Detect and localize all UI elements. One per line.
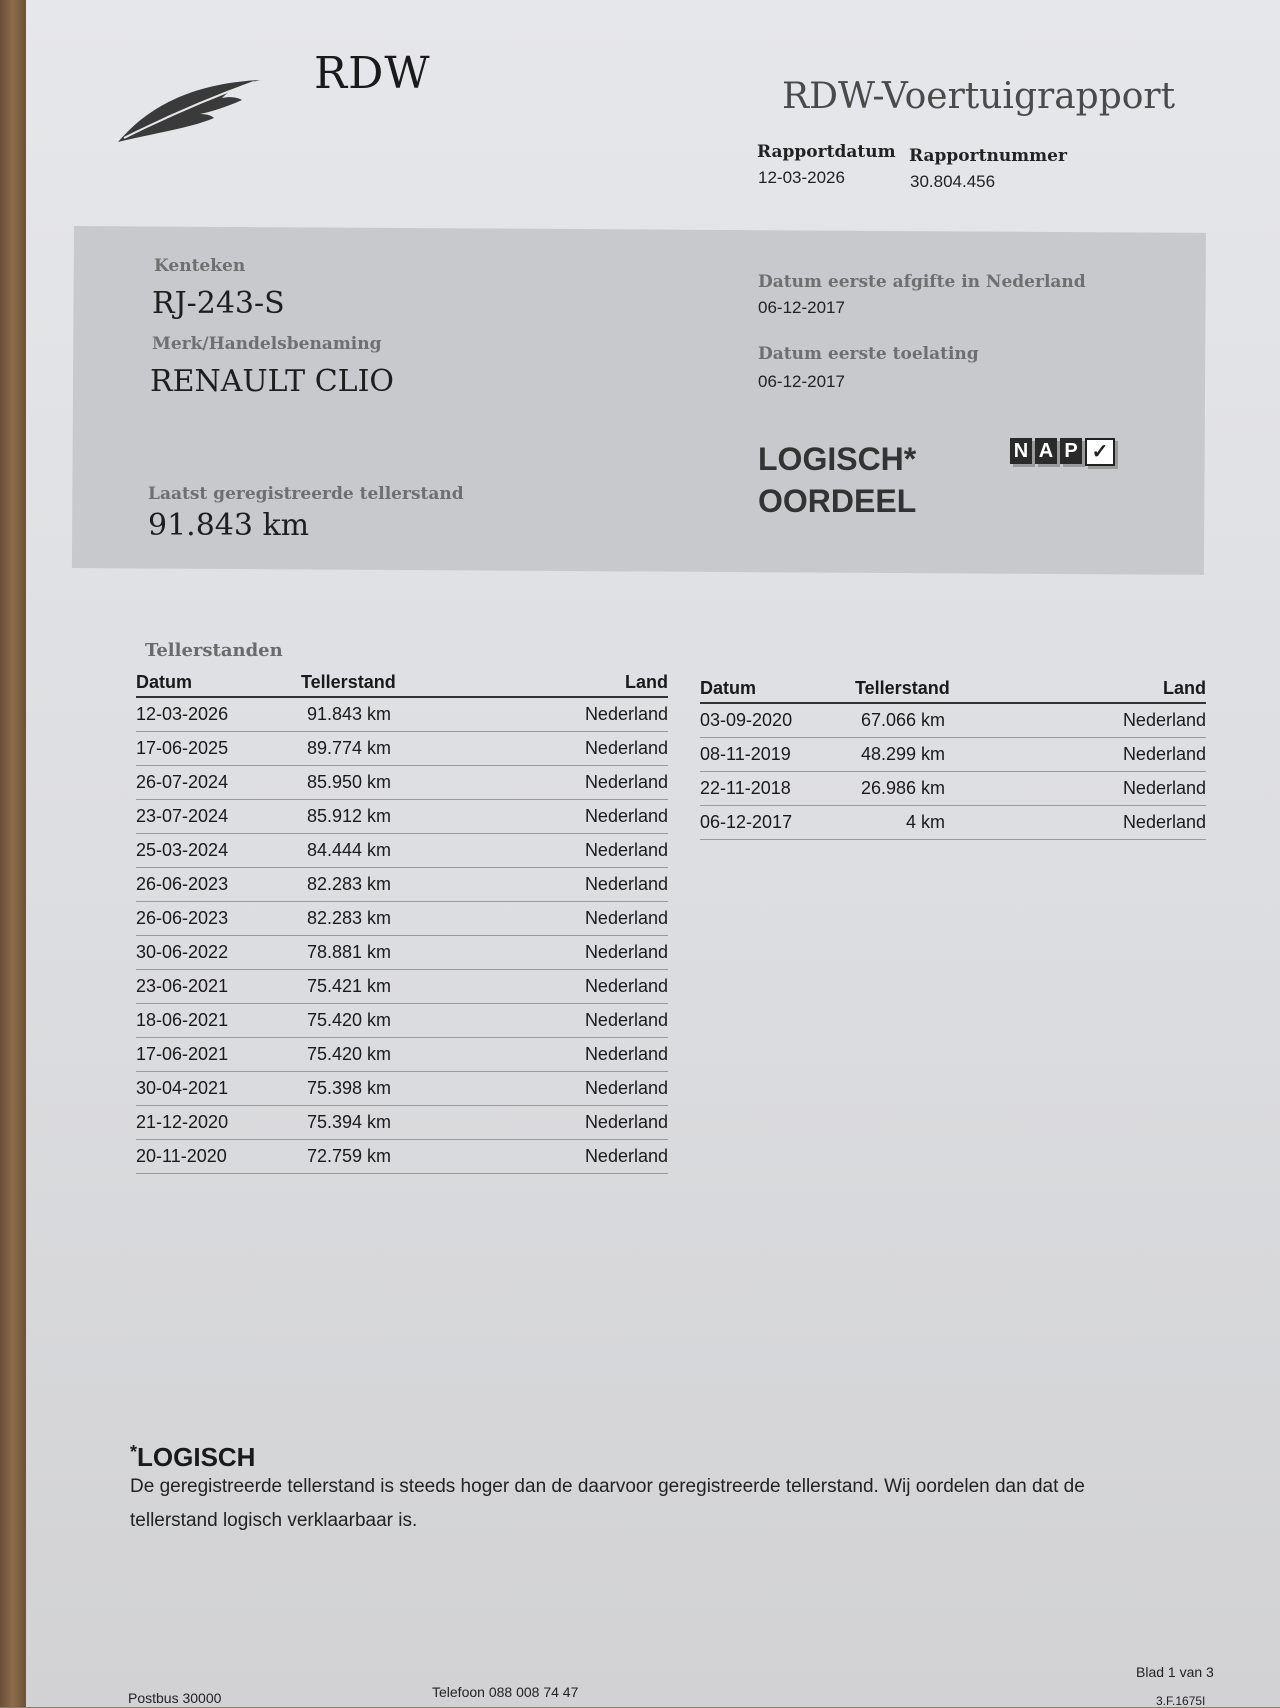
col-datum: Datum: [136, 670, 301, 697]
row-land: Nederland: [461, 902, 668, 936]
kenteken-label: Kenteken: [154, 256, 246, 276]
row-land: Nederland: [461, 766, 668, 800]
nap-letter-p: P: [1060, 438, 1082, 464]
row-land: Nederland: [461, 1140, 668, 1174]
row-land: Nederland: [461, 697, 668, 732]
col-tellerstand: Tellerstand: [855, 676, 1015, 703]
row-datum: 26-06-2023: [136, 902, 301, 936]
row-datum: 17-06-2025: [136, 732, 301, 766]
row-tellerstand: 75.421 km: [301, 970, 461, 1004]
nap-letter-n: N: [1010, 438, 1032, 464]
table-row: [136, 800, 668, 834]
tellerstanden-table-left: [136, 670, 668, 1174]
row-tellerstand: 75.394 km: [301, 1106, 461, 1140]
footnote-asterisk: *: [130, 1442, 138, 1462]
verdict-line-1: LOGISCH*: [758, 441, 917, 477]
row-tellerstand: 91.843 km: [301, 697, 461, 732]
row-datum: 17-06-2021: [136, 1038, 301, 1072]
table-row: [136, 1106, 668, 1140]
row-datum: 12-03-2026: [136, 697, 301, 732]
afgifte-label: Datum eerste afgifte in Nederland: [758, 272, 1086, 292]
col-datum: Datum: [700, 676, 855, 703]
col-tellerstand: Tellerstand: [301, 670, 461, 697]
logo-text: RDW: [314, 48, 431, 99]
table-row: [136, 970, 668, 1004]
table-row: [136, 936, 668, 970]
row-land: Nederland: [461, 1038, 668, 1072]
table-row: [136, 766, 668, 800]
rapportdatum-label: Rapportdatum: [757, 142, 896, 162]
row-tellerstand: 82.283 km: [301, 902, 461, 936]
row-datum: 21-12-2020: [136, 1106, 301, 1140]
row-datum: 03-09-2020: [700, 703, 855, 738]
tellerstand-label: Laatst geregistreerde tellerstand: [148, 484, 464, 504]
row-tellerstand: 75.398 km: [301, 1072, 461, 1106]
row-land: Nederland: [461, 936, 668, 970]
row-datum: 25-03-2024: [136, 834, 301, 868]
rdw-feather-logo-icon: [114, 72, 264, 144]
tellerstanden-table-right: [700, 676, 1206, 840]
row-datum: 18-06-2021: [136, 1004, 301, 1038]
footnote-title: [130, 1442, 255, 1473]
row-datum: 30-06-2022: [136, 936, 301, 970]
row-tellerstand: 78.881 km: [301, 936, 461, 970]
table-row: [700, 806, 1206, 840]
rapportnummer-value: 30.804.456: [910, 172, 996, 191]
tellerstand-value: 91.843 km: [148, 508, 310, 543]
row-tellerstand: 82.283 km: [301, 868, 461, 902]
merk-label: Merk/Handelsbenaming: [152, 334, 382, 354]
table-row: [136, 1140, 668, 1174]
table-row: [136, 1072, 668, 1106]
row-land: Nederland: [461, 834, 668, 868]
row-tellerstand: 89.774 km: [301, 732, 461, 766]
verdict-line-2: OORDEEL: [758, 483, 917, 519]
row-tellerstand: 84.444 km: [301, 834, 461, 868]
afgifte-value: 06-12-2017: [758, 298, 845, 317]
row-land: Nederland: [1015, 703, 1206, 738]
table-row: [136, 697, 668, 732]
row-land: Nederland: [461, 800, 668, 834]
footer-telefoon: Telefoon 088 008 74 47: [432, 1684, 579, 1700]
footer-code: 3.F.1675I: [1156, 1694, 1206, 1708]
toelating-label: Datum eerste toelating: [758, 344, 979, 364]
kenteken-value: RJ-243-S: [152, 286, 285, 321]
row-tellerstand: 85.950 km: [301, 766, 461, 800]
footer-page-number: Blad 1 van 3: [1136, 1664, 1214, 1680]
table-row: [700, 703, 1206, 738]
footer-postbus: Postbus 30000: [128, 1690, 222, 1706]
col-land: Land: [1015, 676, 1206, 703]
row-tellerstand: 4 km: [855, 806, 1015, 840]
row-datum: 30-04-2021: [136, 1072, 301, 1106]
rapportdatum-value: 12-03-2026: [758, 168, 845, 187]
table-row: [136, 1004, 668, 1038]
toelating-value: 06-12-2017: [758, 372, 845, 391]
footnote-text: [130, 1470, 1190, 1538]
row-land: Nederland: [461, 1004, 668, 1038]
row-datum: 26-07-2024: [136, 766, 301, 800]
document-title: RDW-Voertuigrapport: [782, 76, 1176, 117]
row-tellerstand: 67.066 km: [855, 703, 1015, 738]
row-tellerstand: 72.759 km: [301, 1140, 461, 1174]
table-row: [700, 738, 1206, 772]
table-row: [136, 902, 668, 936]
row-tellerstand: 26.986 km: [855, 772, 1015, 806]
row-land: Nederland: [461, 1106, 668, 1140]
table-row: [136, 834, 668, 868]
row-land: Nederland: [1015, 738, 1206, 772]
report-page: [26, 0, 1280, 1707]
rapportnummer-label: Rapportnummer: [909, 146, 1067, 166]
row-land: Nederland: [461, 732, 668, 766]
footnote-line-1: De geregistreerde tellerstand is steeds hoger dan de daarvoor geregistreerde tellerstand. Wij oordelen dan dat de: [130, 1476, 1085, 1497]
row-tellerstand: 85.912 km: [301, 800, 461, 834]
row-land: Nederland: [461, 1072, 668, 1106]
table-row: [136, 868, 668, 902]
row-datum: 26-06-2023: [136, 868, 301, 902]
table-row: [700, 772, 1206, 806]
merk-value: RENAULT CLIO: [150, 364, 395, 399]
row-land: Nederland: [1015, 806, 1206, 840]
nap-badge: [1010, 438, 1115, 466]
row-tellerstand: 75.420 km: [301, 1038, 461, 1072]
verdict: [758, 438, 916, 522]
checkmark-icon: ✓: [1085, 438, 1115, 466]
row-land: Nederland: [1015, 772, 1206, 806]
row-tellerstand: 75.420 km: [301, 1004, 461, 1038]
row-tellerstand: 48.299 km: [855, 738, 1015, 772]
row-land: Nederland: [461, 970, 668, 1004]
row-datum: 08-11-2019: [700, 738, 855, 772]
row-datum: 23-06-2021: [136, 970, 301, 1004]
nap-letter-a: A: [1035, 438, 1057, 464]
col-land: Land: [461, 670, 668, 697]
footnote-title-text: LOGISCH: [137, 1442, 256, 1472]
row-datum: 23-07-2024: [136, 800, 301, 834]
footnote-line-2: tellerstand logisch verklaarbaar is.: [130, 1510, 418, 1531]
row-land: Nederland: [461, 868, 668, 902]
tellerstanden-title: Tellerstanden: [145, 640, 283, 661]
row-datum: 06-12-2017: [700, 806, 855, 840]
table-row: [136, 1038, 668, 1072]
row-datum: 22-11-2018: [700, 772, 855, 806]
row-datum: 20-11-2020: [136, 1140, 301, 1174]
table-row: [136, 732, 668, 766]
